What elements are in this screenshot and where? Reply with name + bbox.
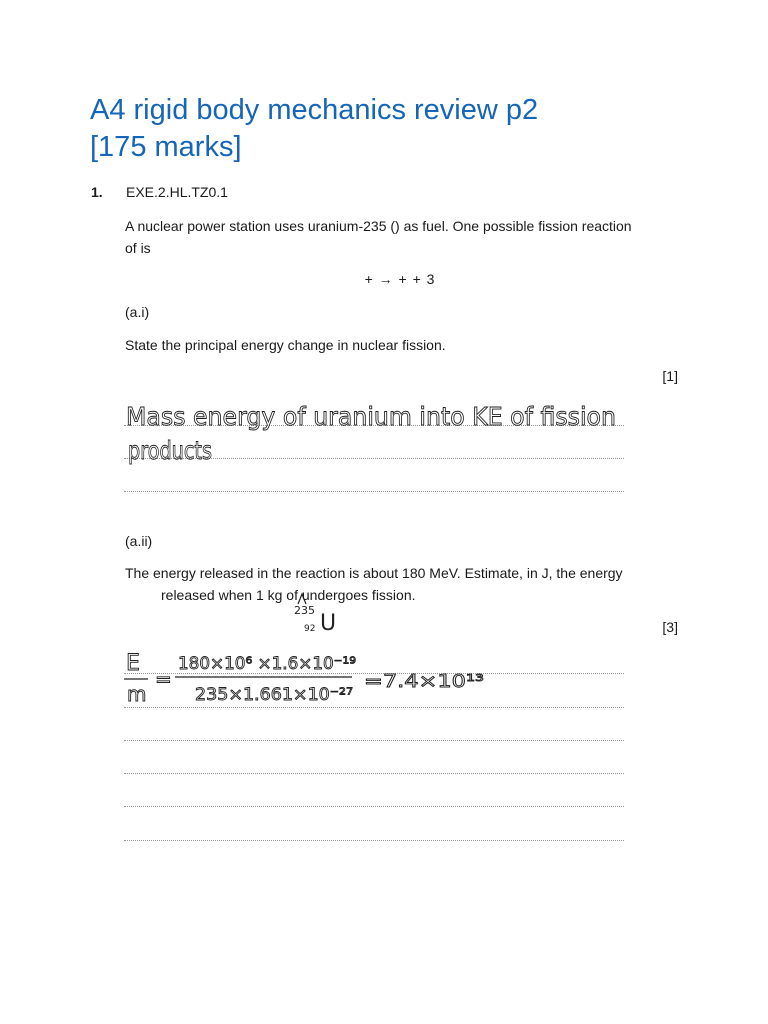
part-a-ii-label: (a.ii) <box>125 533 153 549</box>
title-line-2: [175 marks] <box>90 131 242 163</box>
stem-line-1: A nuclear power station uses uranium-235 () as fuel. One possible fission reaction <box>125 218 632 234</box>
part-a-ii-prompt-line-2: released when 1 kg of undergoes fission. <box>161 587 416 603</box>
question-number: 1. <box>91 184 103 200</box>
part-a-i-prompt: State the principal energy change in nuclear fission. <box>125 337 446 353</box>
handwritten-answer-a-i-line-1: Mass energy of uranium into KE of fission <box>126 402 616 431</box>
handwritten-numerator: 180×10⁶ ×1.6×10⁻¹⁹ <box>178 654 357 674</box>
handwritten-uranium-symbol: U <box>320 611 337 636</box>
handwritten-denominator: 235×1.661×10⁻²⁷ <box>195 685 354 705</box>
part-a-ii-prompt-line-1: The energy released in the reaction is about 180 MeV. Estimate, in J, the energy <box>125 565 623 581</box>
question-reference: EXE.2.HL.TZ0.1 <box>126 184 228 200</box>
handwritten-lhs-top: E <box>126 651 140 676</box>
handwritten-equals: = <box>155 667 172 691</box>
handwritten-result: =7.4×10¹³ <box>364 671 484 692</box>
part-a-ii-marks: [3] <box>662 619 678 635</box>
title-line-1: A4 rigid body mechanics review p2 <box>90 94 539 126</box>
part-a-i-label: (a.i) <box>125 304 150 320</box>
fission-equation: + → + + 3 <box>364 271 436 287</box>
stem-line-2: of is <box>125 240 151 256</box>
part-a-i-marks: [1] <box>662 368 678 384</box>
insertion-caret-icon <box>298 594 306 604</box>
handwritten-mass-number: 235 <box>294 604 315 617</box>
handwritten-atomic-number: 92 <box>304 624 316 634</box>
handwritten-answer-a-i-line-2: products <box>128 436 212 465</box>
handwritten-lhs-bottom: m <box>127 682 147 706</box>
